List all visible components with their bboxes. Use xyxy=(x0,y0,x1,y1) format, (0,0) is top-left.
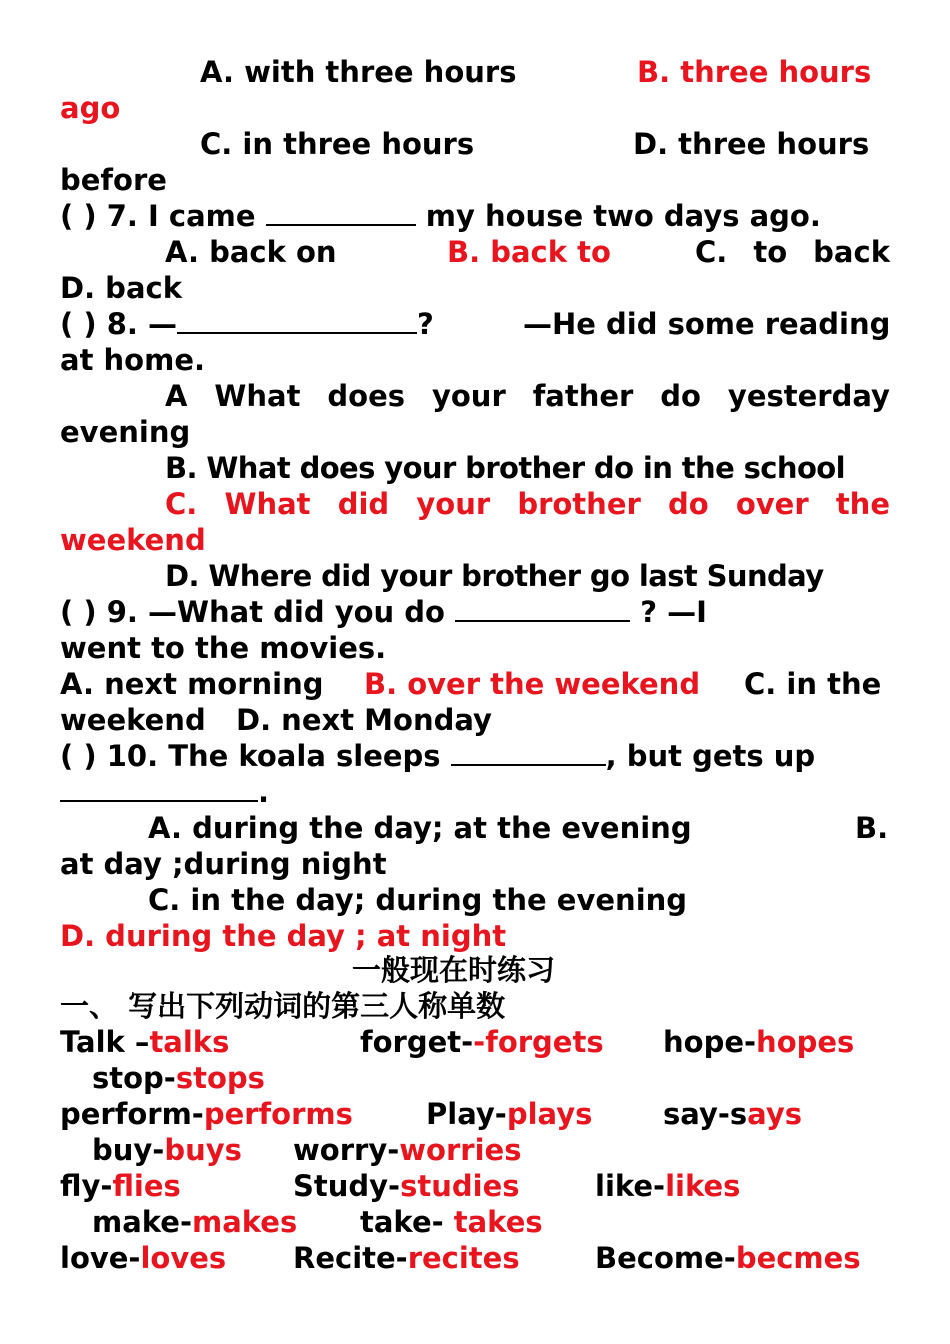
q9-stem-cont: went to the movies. xyxy=(60,631,387,665)
verb-base: Become- xyxy=(595,1241,736,1275)
verb-answer: takes xyxy=(453,1205,543,1239)
q6-option-a: A. with three hours xyxy=(200,55,517,89)
q6-option-d-cont: before xyxy=(60,163,167,197)
q6-option-b-cont: ago xyxy=(60,91,121,125)
verb-base: make- xyxy=(92,1205,192,1239)
verb-base: hope- xyxy=(663,1025,757,1059)
q8-option-b: B. What does your brother do in the school xyxy=(165,451,845,485)
answer-parenthesis: ( ) xyxy=(60,307,97,341)
q7-option-c-letter: C. xyxy=(695,235,728,269)
verb-base: Study- xyxy=(293,1169,401,1203)
word: yesterday xyxy=(727,379,890,413)
verb-base: forget- xyxy=(360,1025,474,1059)
q7-option-c xyxy=(695,234,890,270)
q10-option-c: C. in the day; during the evening xyxy=(148,883,688,917)
answer-blank xyxy=(451,742,606,766)
q7-option-d: D. back xyxy=(60,271,182,305)
verb-answer: hopes xyxy=(756,1025,855,1059)
verb-answer: -forgets xyxy=(473,1025,604,1059)
word: What xyxy=(214,379,301,413)
verb-base: stop- xyxy=(92,1061,176,1095)
q8-question-mark: ? xyxy=(417,307,434,341)
q9-option-b: B. over the weekend xyxy=(364,667,701,701)
q8-stem-cont: at home. xyxy=(60,343,205,377)
q8-option-d: D. Where did your brother go last Sunday xyxy=(165,559,824,593)
word: father xyxy=(532,379,634,413)
q9-option-d: D. next Monday xyxy=(236,703,492,737)
verb-item xyxy=(92,1204,297,1240)
verb-item xyxy=(595,1168,740,1204)
verb-item xyxy=(60,1096,353,1132)
q8-stem xyxy=(60,306,434,342)
verb-answer: recites xyxy=(407,1241,520,1275)
q8-option-a-cont: evening xyxy=(60,415,191,449)
q9-stem xyxy=(60,594,707,630)
verb-answer: studies xyxy=(400,1169,520,1203)
q9-option-a: A. next morning xyxy=(60,667,324,701)
verb-base: buy- xyxy=(92,1133,165,1167)
verb-base: take- xyxy=(360,1205,454,1239)
verb-item xyxy=(293,1168,520,1204)
q7-option-c-word-1: to xyxy=(753,235,788,269)
answer-parenthesis: ( ) xyxy=(60,595,97,629)
verb-base: Recite- xyxy=(293,1241,408,1275)
verb-item xyxy=(663,1096,802,1132)
word: do xyxy=(660,379,701,413)
word: What xyxy=(224,487,311,521)
q7-stem-end: my house two days ago. xyxy=(425,199,821,233)
verb-base: say-s xyxy=(663,1097,748,1131)
word: over xyxy=(735,487,809,521)
q10-stem-end: . xyxy=(258,775,270,809)
verb-base: Play- xyxy=(426,1097,507,1131)
verb-item xyxy=(60,1168,181,1204)
verb-base: like- xyxy=(595,1169,666,1203)
q8-reply: —He did some reading xyxy=(523,307,891,341)
q10-option-b-cont: at day ;during night xyxy=(60,847,387,881)
answer-blank xyxy=(177,310,417,334)
answer-blank xyxy=(266,202,416,226)
q10-option-b: B. xyxy=(855,811,889,845)
verb-answer: flies xyxy=(112,1169,181,1203)
q7-stem-start: 7. I came xyxy=(106,199,256,233)
q8-option-a xyxy=(165,378,890,414)
verb-item xyxy=(92,1060,265,1096)
answer-blank xyxy=(455,598,630,622)
word: brother xyxy=(517,487,641,521)
verb-answer: makes xyxy=(192,1205,298,1239)
q7-stem xyxy=(60,198,821,234)
q9-stem-start: 9. —What did you do xyxy=(106,595,445,629)
q9-option-c: C. in the xyxy=(744,667,882,701)
verb-answer: likes xyxy=(665,1169,741,1203)
q10-stem-cont xyxy=(60,774,269,810)
verb-item xyxy=(360,1024,604,1060)
verb-item xyxy=(293,1132,521,1168)
verb-answer: performs xyxy=(203,1097,353,1131)
verb-answer: plays xyxy=(506,1097,593,1131)
verb-item xyxy=(360,1204,543,1240)
verb-item xyxy=(595,1240,861,1276)
word: your xyxy=(431,379,506,413)
word: A xyxy=(165,379,188,413)
q10-stem-start: 10. The koala sleeps xyxy=(106,739,441,773)
word: did xyxy=(337,487,390,521)
q10-option-a: A. during the day; at the evening xyxy=(148,811,692,845)
q9-option-c-cont: weekend xyxy=(60,703,206,737)
q6-option-d: D. three hours xyxy=(633,127,870,161)
answer-parenthesis: ( ) xyxy=(60,739,97,773)
verb-base: Talk – xyxy=(60,1025,150,1059)
q7-option-a: A. back on xyxy=(165,235,337,269)
verb-answer: loves xyxy=(140,1241,227,1275)
word: the xyxy=(835,487,890,521)
q7-option-c-word-2: back xyxy=(813,235,890,269)
verb-answer: ays xyxy=(747,1097,802,1131)
verb-answer: worries xyxy=(399,1133,522,1167)
answer-blank xyxy=(60,778,258,802)
verb-item xyxy=(60,1024,229,1060)
verb-item xyxy=(663,1024,854,1060)
q10-option-d: D. during the day ; at night xyxy=(60,919,507,953)
q7-option-b: B. back to xyxy=(447,235,611,269)
verb-item xyxy=(293,1240,520,1276)
verb-base: worry- xyxy=(293,1133,400,1167)
verb-item xyxy=(92,1132,242,1168)
q10-stem-middle: , but gets up xyxy=(605,739,816,773)
section-title: 一般现在时练习 xyxy=(352,953,556,987)
q6-option-c: C. in three hours xyxy=(200,127,475,161)
q8-option-c-cont: weekend xyxy=(60,523,206,557)
verb-answer: stops xyxy=(175,1061,265,1095)
word: do xyxy=(667,487,709,521)
q6-option-b: B. three hours xyxy=(637,55,872,89)
word: C. xyxy=(165,487,198,521)
q9-stem-end: ? —I xyxy=(640,595,707,629)
verb-item xyxy=(426,1096,592,1132)
q8-stem-start: 8. — xyxy=(106,307,178,341)
verb-answer: talks xyxy=(149,1025,230,1059)
verb-base: love- xyxy=(60,1241,141,1275)
verb-answer: buys xyxy=(164,1133,242,1167)
q10-stem xyxy=(60,738,815,774)
section-heading: 一、 写出下列动词的第三人称单数 xyxy=(60,989,506,1023)
word: does xyxy=(327,379,406,413)
answer-parenthesis: ( ) xyxy=(60,199,97,233)
word: your xyxy=(416,487,491,521)
q8-option-c xyxy=(165,486,890,522)
verb-base: fly- xyxy=(60,1169,113,1203)
verb-item xyxy=(60,1240,226,1276)
verb-base: perform- xyxy=(60,1097,204,1131)
verb-answer: becmes xyxy=(735,1241,861,1275)
